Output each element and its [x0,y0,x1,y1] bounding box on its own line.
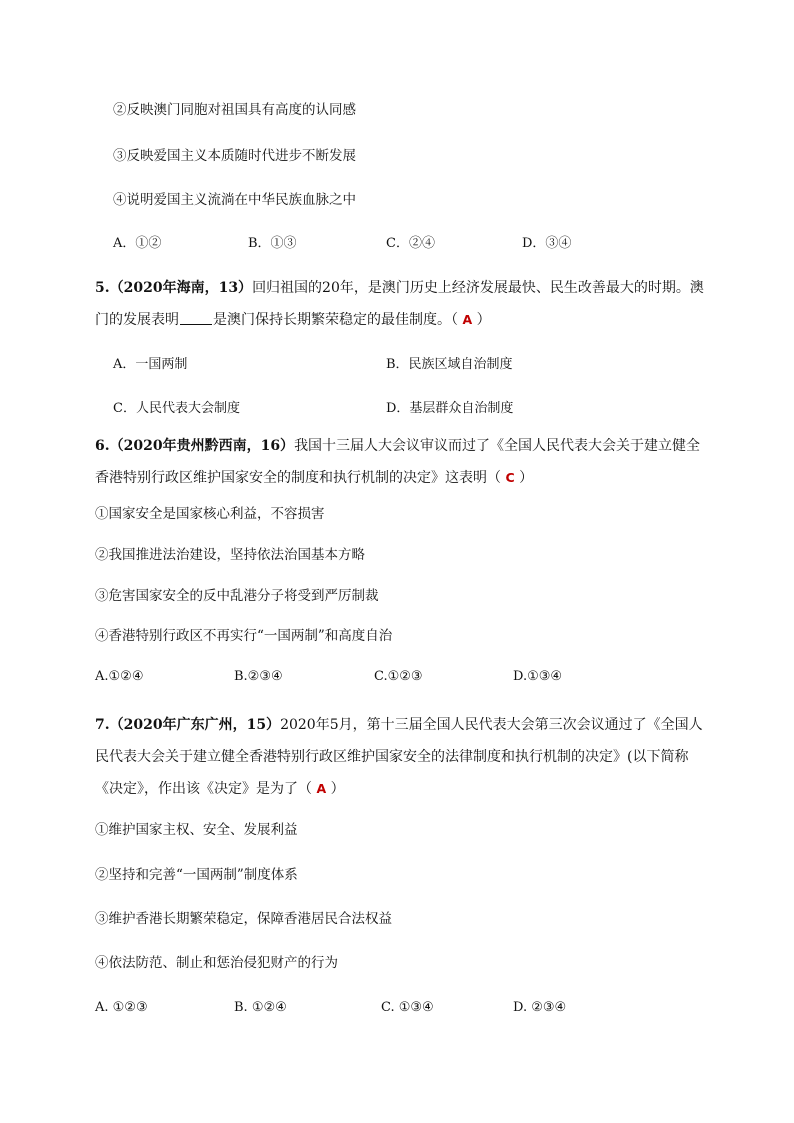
q6-paren-open: （ [487,470,506,486]
q7-source: 7.（2020年广东广州，15） [95,717,281,733]
q5-stem [95,272,705,336]
q7-statement-3: ③维护香港长期繁荣稳定，保障香港居民合法权益 [95,911,392,927]
q6-option-a: A.①②④ [95,669,144,684]
q5-blank [180,310,212,325]
q7-answer: A [316,781,327,796]
q6-paren-close: ） [514,470,534,486]
q6-text: 我国十三届人大会议审议而过了《全国人民代表大会关于建立健全香港特别行政区维护国家安全的制度和执行机制的决定》这表明 [95,438,701,486]
q7-paren-open: （ [298,781,317,797]
q7-statement-4: ④依法防范、制止和惩治侵犯财产的行为 [95,955,338,971]
q6-statement-1: ①国家安全是国家核心利益，不容损害 [95,506,325,522]
q6-stem [95,430,705,494]
q7-stem [95,709,705,805]
q5-source: 5.（2020年海南，13） [95,280,253,296]
q4-option-b: B．①③ [248,236,297,251]
q7-option-b: B. ①②④ [234,1000,287,1015]
q6-statement-3: ③危害国家安全的反中乱港分子将受到严厉制裁 [95,588,379,604]
q5-option-c: C．人民代表大会制度 [113,401,240,416]
q5-text-2: 是澳门保持长期繁荣稳定的最佳制度。 [213,312,451,328]
q4-statement-4: ④说明爱国主义流淌在中华民族血脉之中 [113,192,356,208]
q6-option-c: C.①②③ [374,669,423,684]
q7-option-a: A. ①②③ [95,1000,148,1015]
q6-source: 6.（2020年贵州黔西南，16） [95,438,295,454]
q6-option-b: B.②③④ [234,669,283,684]
q5-answer: A [462,312,473,327]
q6-answer: C [505,470,515,485]
q7-text: 2020年5月，第十三届全国人民代表大会第三次会议通过了《全国人民代表大会关于建立健全香港特别行政区维护国家安全的法律制度和执行机制的决定》(以下简称《决定》，作出该《决定》是为了 [95,717,703,797]
q4-option-d: D．③④ [522,236,572,251]
q6-statement-4: ④香港特别行政区不再实行“一国两制”和高度自治 [95,628,393,644]
q4-statement-3: ③反映爱国主义本质随时代进步不断发展 [113,148,356,164]
q5-paren-open: （ [451,312,463,328]
q7-paren-close: ） [326,781,345,797]
q6-statement-2: ②我国推进法治建设，坚持依法治国基本方略 [95,547,365,563]
q6-option-d: D.①③④ [513,669,563,684]
q5-option-a: A．一国两制 [113,357,188,372]
q4-statement-2: ②反映澳门同胞对祖国具有高度的认同感 [113,102,356,118]
q7-statement-1: ①维护国家主权、安全、发展利益 [95,822,298,838]
q7-statement-2: ②坚持和完善“一国两制”制度体系 [95,867,298,883]
q4-option-a: A．①② [113,236,162,251]
q4-option-c: C．②④ [386,236,435,251]
q5-option-d: D．基层群众自治制度 [386,401,514,416]
q5-option-b: B．民族区域自治制度 [386,357,513,372]
q5-text-1: 回归祖国的20年，是澳门历史上经济发展最快、民生改善最大的时期。澳门的发展表明 [95,280,704,328]
q7-option-d: D. ②③④ [513,1000,567,1015]
q5-paren-close: ） [472,312,491,328]
q7-option-c: C. ①③④ [381,1000,434,1015]
